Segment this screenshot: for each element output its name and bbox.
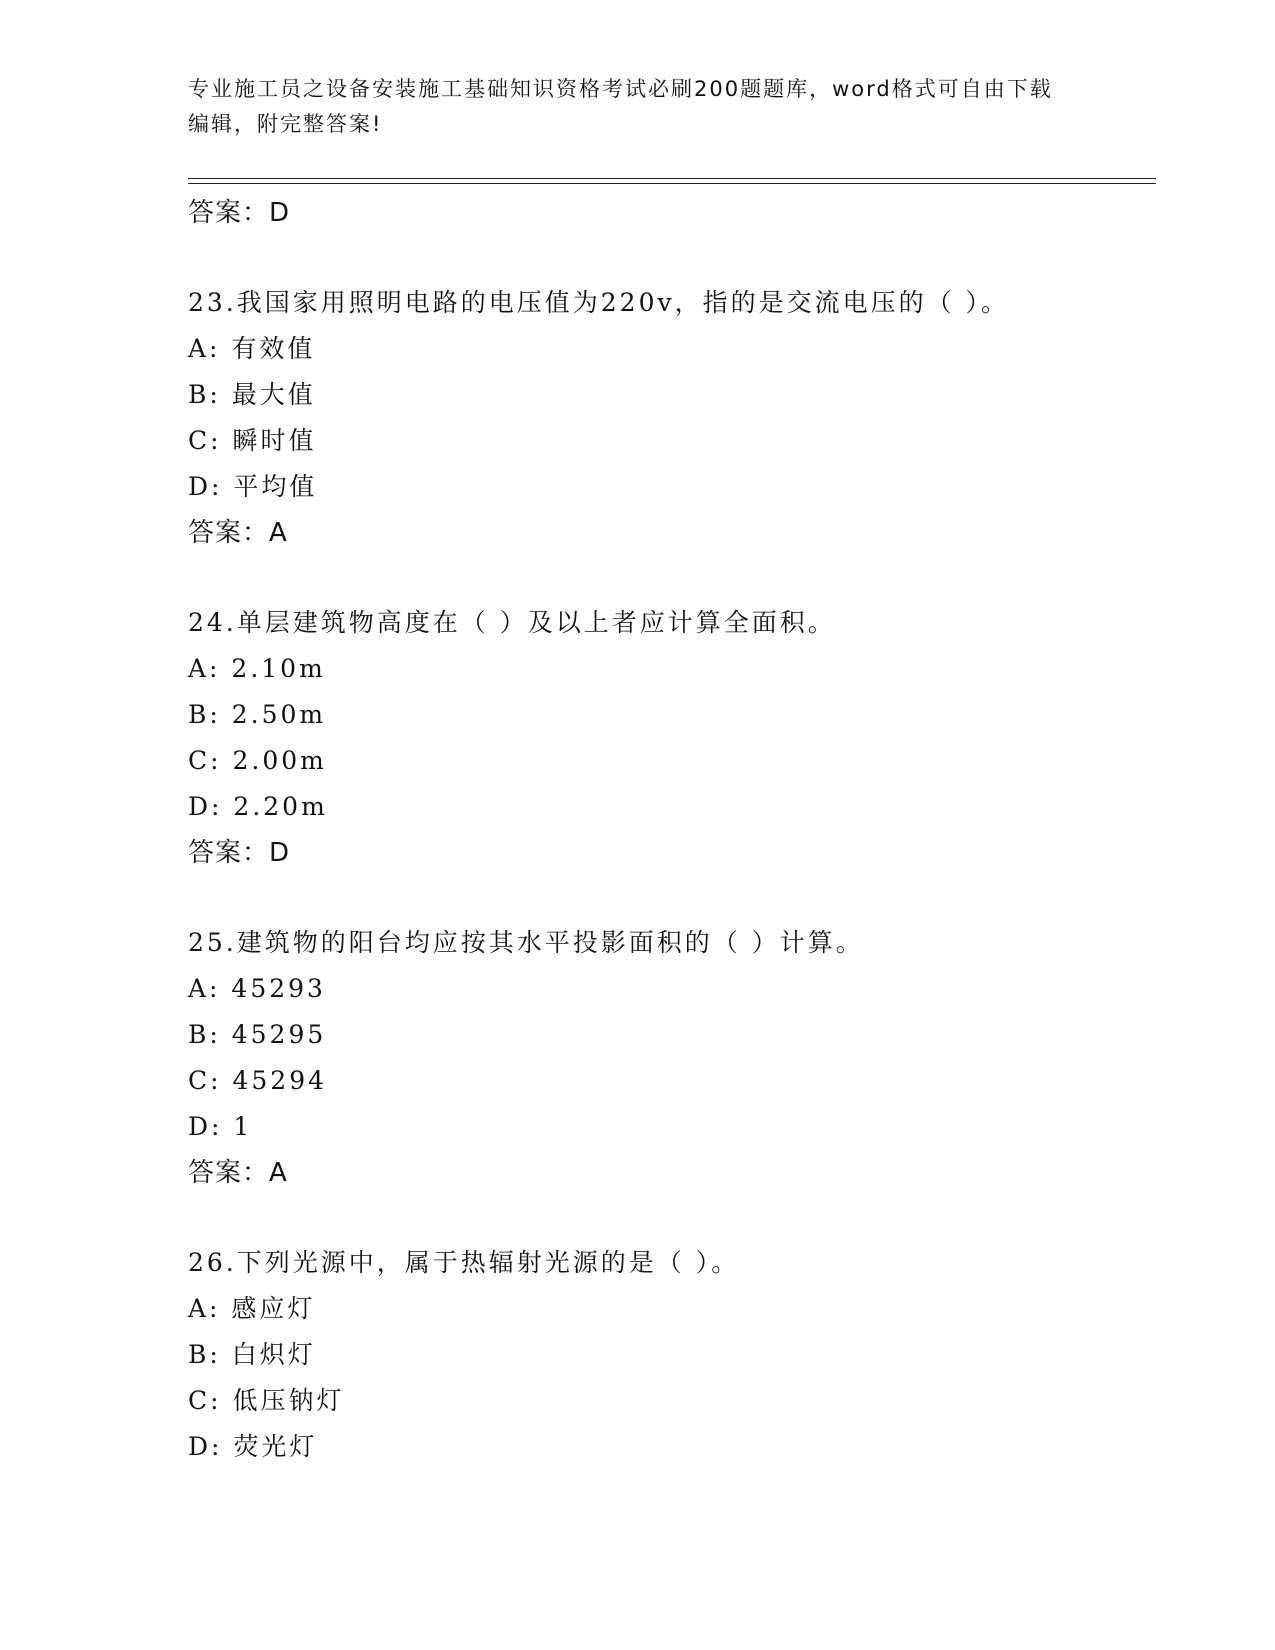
answer-label: 答案：D xyxy=(188,838,291,868)
question-text: 23.我国家用照明电路的电压值为220v，指的是交流电压的（ ）。 xyxy=(188,288,1010,317)
answer-label: 答案：A xyxy=(188,1158,288,1188)
option-b: B: 45295 xyxy=(188,1020,327,1049)
option-a: A: 感应灯 xyxy=(188,1294,316,1323)
question-block xyxy=(188,280,1156,556)
option-a: A: 有效值 xyxy=(188,334,316,363)
option-d: D: 荧光灯 xyxy=(188,1432,318,1461)
question-block xyxy=(188,920,1156,1196)
option-a: A: 2.10m xyxy=(188,654,326,683)
question-block xyxy=(188,600,1156,876)
option-d: D: 2.20m xyxy=(188,792,328,821)
option-d: D: 1 xyxy=(188,1112,253,1141)
option-a: A: 45293 xyxy=(188,974,326,1003)
answer-label: 答案：D xyxy=(188,198,291,228)
question-text: 26.下列光源中，属于热辐射光源的是（ ）。 xyxy=(188,1248,740,1277)
header-divider-top xyxy=(188,178,1156,179)
answer-label: 答案：A xyxy=(188,518,288,548)
option-b: B: 2.50m xyxy=(188,700,327,729)
question-text: 24.单层建筑物高度在（ ）及以上者应计算全面积。 xyxy=(188,608,836,637)
option-c: C: 45294 xyxy=(188,1066,328,1095)
document-header: 专业施工员之设备安装施工基础知识资格考试必刷200题题库，word格式可自由下载编辑，附完整答案! xyxy=(188,77,1053,136)
question-text: 25.建筑物的阳台均应按其水平投影面积的（ ）计算。 xyxy=(188,928,864,957)
option-b: B: 白炽灯 xyxy=(188,1340,316,1369)
option-b: B: 最大值 xyxy=(188,380,316,409)
option-c: C: 低压钠灯 xyxy=(188,1386,345,1415)
option-d: D: 平均值 xyxy=(188,472,318,501)
header-divider-bottom xyxy=(188,183,1156,184)
question-block xyxy=(188,1240,1156,1470)
option-c: C: 2.00m xyxy=(188,746,327,775)
option-c: C: 瞬时值 xyxy=(188,426,317,455)
question-list xyxy=(188,190,1156,1470)
